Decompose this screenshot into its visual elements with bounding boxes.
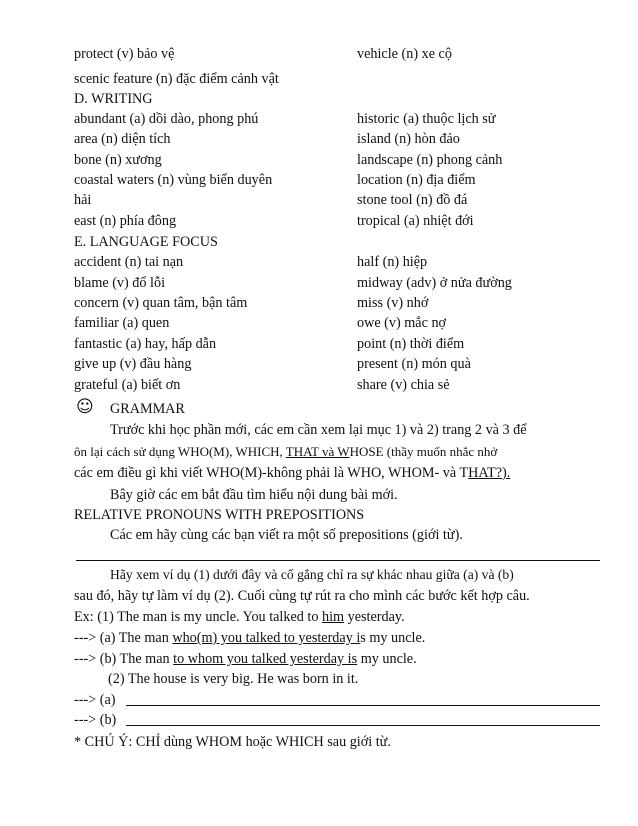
vocab-item: half (n) hiệp <box>357 254 428 270</box>
paragraph-line: các em điều gì khi viết WHO(M)-không phải là WHO, WHOM- và THAT?). <box>74 465 511 481</box>
vocab-item: owe (v) mắc nợ <box>357 315 447 331</box>
vocab-item: hải <box>74 192 92 208</box>
vocab-item: island (n) hòn đảo <box>357 131 460 147</box>
answer-line <box>126 705 600 706</box>
example-sentence: Ex: (1) The man is my uncle. You talked to him yesterday. <box>74 609 405 625</box>
vocab-item: blame (v) đổ lỗi <box>74 275 166 291</box>
answer-line <box>76 560 600 561</box>
vocab-item: scenic feature (n) đặc điểm cảnh vật <box>74 71 279 87</box>
vocab-item: midway (adv) ở nửa đường <box>357 275 512 291</box>
vocab-item: coastal waters (n) vùng biển duyên <box>74 172 273 188</box>
vocab-item: grateful (a) biết ơn <box>74 377 181 393</box>
vocab-item: bone (n) xương <box>74 152 162 168</box>
section-heading-grammar: GRAMMAR <box>110 401 185 417</box>
vocab-item: abundant (a) dồi dào, phong phú <box>74 111 259 127</box>
vocab-item: landscape (n) phong cảnh <box>357 152 503 168</box>
answer-label: ---> (b) <box>74 712 117 728</box>
vocab-item: miss (v) nhớ <box>357 295 429 311</box>
vocab-item: east (n) phía đông <box>74 213 177 229</box>
vocab-item: share (v) chia sẻ <box>357 377 450 393</box>
note: * CHÚ Ý: CHỈ dùng WHOM hoặc WHICH sau giới từ. <box>74 734 391 750</box>
example-sentence: (2) The house is very big. He was born in it. <box>108 671 359 687</box>
vocab-item: stone tool (n) đồ đá <box>357 192 468 208</box>
vocab-item: accident (n) tai nạn <box>74 254 184 270</box>
vocab-item: protect (v) bảo vệ <box>74 46 175 62</box>
section-heading-language-focus: E. LANGUAGE FOCUS <box>74 234 218 250</box>
vocab-item: point (n) thời điểm <box>357 336 465 352</box>
vocab-item: give up (v) đầu hàng <box>74 356 192 372</box>
vocab-item: concern (v) quan tâm, bận tâm <box>74 295 248 311</box>
vocab-item: present (n) món quà <box>357 356 471 372</box>
vocab-item: tropical (a) nhiệt đới <box>357 213 474 229</box>
subsection-heading: RELATIVE PRONOUNS WITH PREPOSITIONS <box>74 507 365 523</box>
paragraph-line: Bây giờ các em bắt đầu tìm hiểu nội dung bài mới. <box>110 487 398 503</box>
smiley-icon: ☺ <box>76 397 94 417</box>
vocab-item: historic (a) thuộc lịch sử <box>357 111 496 127</box>
answer-line <box>126 725 600 726</box>
vocab-item: familiar (a) quen <box>74 315 170 331</box>
paragraph-line: ôn lại cách sử dụng WHO(M), WHICH, THAT và WHOSE (thầy muốn nhắc nhở <box>74 444 498 459</box>
paragraph-line: Trước khi học phần mới, các em cần xem lại mục 1) và 2) trang 2 và 3 để <box>110 422 527 438</box>
paragraph-line: Hãy xem ví dụ (1) dưới đây và cố gắng chỉ ra sự khác nhau giữa (a) và (b) <box>110 567 514 582</box>
vocab-item: fantastic (a) hay, hấp dẫn <box>74 336 217 352</box>
paragraph-line: sau đó, hãy tự làm ví dụ (2). Cuối cùng tự rút ra cho mình các bước kết hợp câu. <box>74 588 530 604</box>
vocab-item: area (n) diện tích <box>74 131 171 147</box>
vocab-item: vehicle (n) xe cộ <box>357 46 452 62</box>
section-heading-writing: D. WRITING <box>74 91 153 107</box>
paragraph-line: Các em hãy cùng các bạn viết ra một số prepositions (giới từ). <box>110 527 463 543</box>
example-sentence: ---> (b) The man to whom you talked yesterday is my uncle. <box>74 651 417 667</box>
example-sentence: ---> (a) The man who(m) you talked to yesterday is my uncle. <box>74 630 426 646</box>
answer-label: ---> (a) <box>74 692 116 708</box>
vocab-item: location (n) địa điểm <box>357 172 476 188</box>
